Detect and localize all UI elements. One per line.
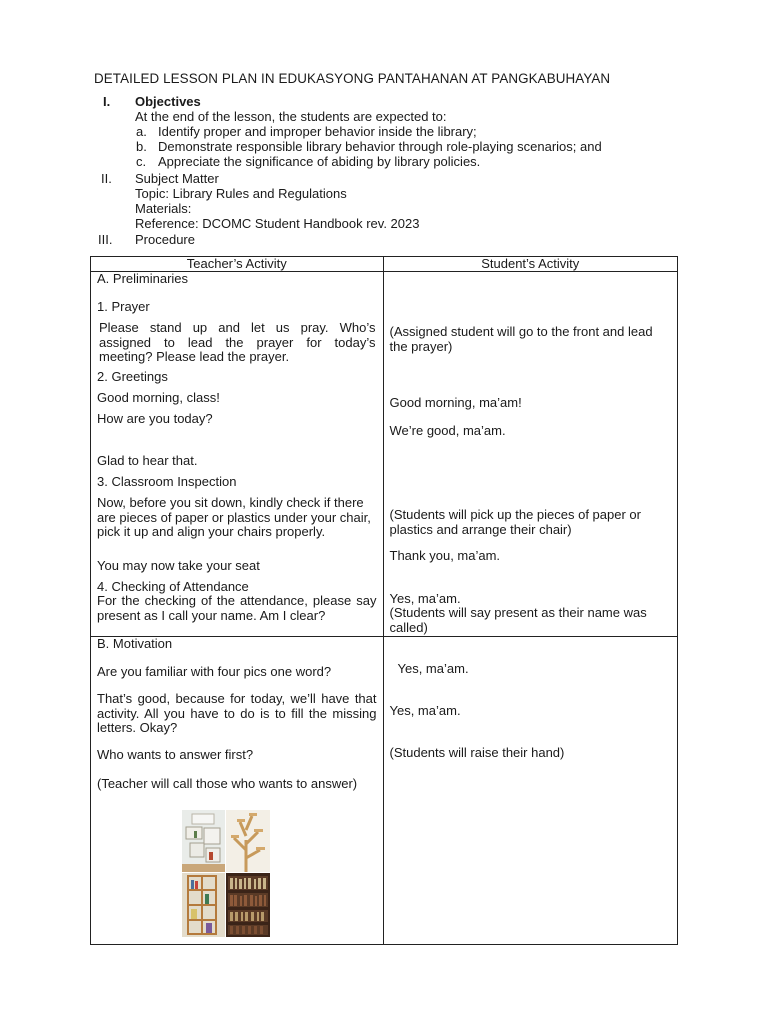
four-pics-images <box>182 810 270 937</box>
student-activity-header: Student’s Activity <box>383 257 678 272</box>
objectives-intro: At the end of the lesson, the students are expected to: <box>135 109 447 124</box>
prayer-student-text: (Assigned student will go to the front and lead the prayer) <box>389 324 653 354</box>
topic-line: Topic: Library Rules and Regulations <box>135 186 347 201</box>
student-cell-motivation <box>383 637 678 945</box>
attendance-heading: 4. Checking of Attendance <box>97 579 249 594</box>
attendance-teacher-text: For the checking of the attendance, please say present as I call your name. Am I clear? <box>97 593 377 623</box>
student-cell-preliminaries <box>383 272 678 637</box>
inspection-teacher-text: Now, before you sit down, kindly check if there are pieces of paper or plastics under your chair, pick it up and align your chairs properly. <box>97 495 371 540</box>
teacher-cell-motivation <box>91 637 384 945</box>
table-row <box>91 637 678 945</box>
greetings-heading: 2. Greetings <box>97 369 168 384</box>
table-row <box>91 272 678 637</box>
procedure-numeral: III. <box>98 232 113 247</box>
objective-letter: b. <box>136 139 147 154</box>
document-title: DETAILED LESSON PLAN IN EDUKASYONG PANTAHANAN AT PANGKABUHAYAN <box>94 71 611 86</box>
motivation-teacher-4: (Teacher will call those who wants to answer) <box>97 776 358 791</box>
objective-text: Demonstrate responsible library behavior through role-playing scenarios; and <box>158 139 602 154</box>
greet-student-2: We’re good, ma’am. <box>389 423 506 438</box>
preliminaries-heading: A. Preliminaries <box>97 271 189 286</box>
greet-student-1: Good morning, ma’am! <box>389 395 522 410</box>
attendance-student-1: Yes, ma’am. <box>389 591 461 606</box>
motivation-student-3: (Students will raise their hand) <box>389 745 565 760</box>
procedure-table <box>90 256 678 945</box>
motivation-student-2: Yes, ma’am. <box>389 703 461 718</box>
motivation-heading: B. Motivation <box>97 636 173 651</box>
objective-text: Appreciate the significance of abiding by library policies. <box>158 154 481 169</box>
inspection-heading: 3. Classroom Inspection <box>97 474 237 489</box>
inspection-student-text: (Students will pick up the pieces of paper or plastics and arrange their chair) <box>389 507 641 537</box>
materials-line: Materials: <box>135 201 192 216</box>
teacher-cell-preliminaries <box>91 272 384 637</box>
prayer-heading: 1. Prayer <box>97 299 150 314</box>
objectives-heading: Objectives <box>135 94 201 109</box>
inspection-teacher-text-2: You may now take your seat <box>97 558 260 573</box>
table-header-row <box>91 257 678 272</box>
greet-teacher-2: How are you today? <box>97 411 213 426</box>
procedure-heading: Procedure <box>135 232 195 247</box>
reference-line: Reference: DCOMC Student Handbook rev. 2023 <box>135 216 420 231</box>
subject-matter-numeral: II. <box>101 171 112 186</box>
motivation-teacher-2: That’s good, because for today, we’ll have that activity. All you have to do is to fill the missing letters. Okay? <box>97 691 377 736</box>
objective-text: Identify proper and improper behavior inside the library; <box>158 124 477 139</box>
subject-matter-heading: Subject Matter <box>135 171 219 186</box>
motivation-teacher-1: Are you familiar with four pics one word? <box>97 664 332 679</box>
teacher-activity-header: Teacher’s Activity <box>91 257 384 272</box>
inspection-student-text-2: Thank you, ma’am. <box>389 548 501 563</box>
objective-letter: a. <box>136 124 147 139</box>
greet-teacher-3: Glad to hear that. <box>97 453 198 468</box>
objective-letter: c. <box>136 154 147 169</box>
greet-teacher-1: Good morning, class! <box>97 390 220 405</box>
motivation-teacher-3: Who wants to answer first? <box>97 747 254 762</box>
motivation-student-1: Yes, ma’am. <box>397 661 469 676</box>
attendance-student-2: (Students will say present as their name was called) <box>389 605 647 635</box>
objectives-numeral: I. <box>103 94 111 109</box>
prayer-teacher-text: Please stand up and let us pray. Who’s assigned to lead the prayer for today’s meeting? Please lead the prayer. <box>99 320 376 365</box>
